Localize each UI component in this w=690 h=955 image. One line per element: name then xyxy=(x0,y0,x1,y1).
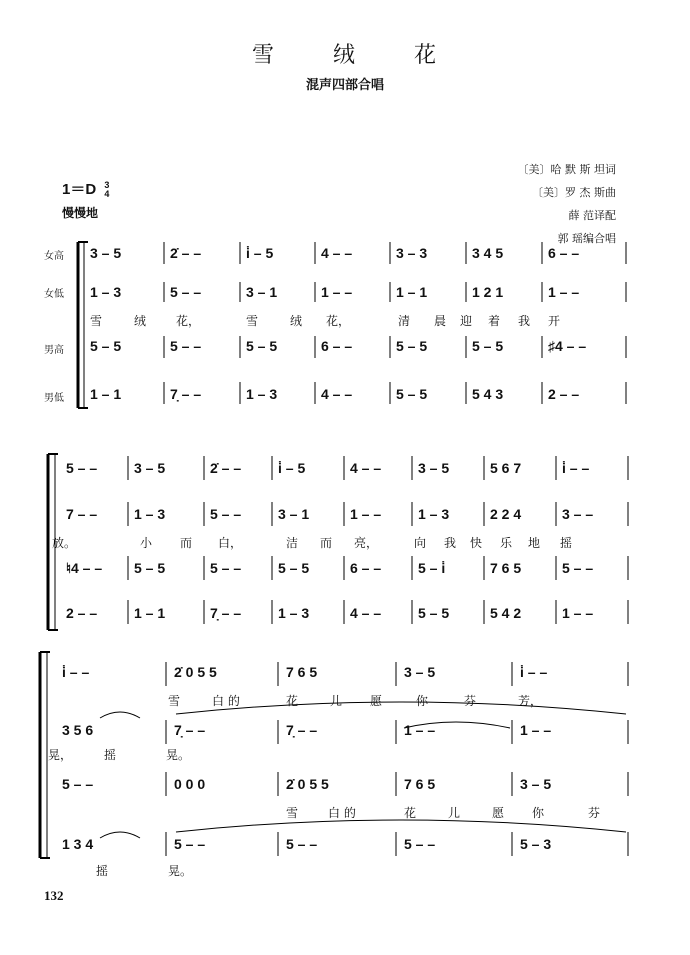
s3-tenor-measure-5: 3 – 5 xyxy=(520,776,552,792)
s2-lyric-5: 洁 xyxy=(286,536,299,550)
s2-bass-measure-3: 7̣ – – xyxy=(210,605,242,621)
s2-lyric-4: 白， xyxy=(218,536,243,550)
s2-alto-measure-8: 3 – – xyxy=(562,506,594,522)
s1-lyric-8: 晨 xyxy=(434,314,447,328)
s3-lyric-women-5: 愿 xyxy=(370,694,383,708)
s2-lyric-13: 摇 xyxy=(560,536,573,550)
s1-lyric-3: 花， xyxy=(176,314,201,328)
subtitle: 混声四部合唱 xyxy=(305,78,384,93)
s2-tenor-measure-4: 5 – 5 xyxy=(278,560,310,576)
s2-soprano-measure-2: 3 – 5 xyxy=(134,460,166,476)
s3-lyric-bass-1: 摇 xyxy=(96,864,109,878)
s2-bass-measure-5: 4 – – xyxy=(350,605,382,621)
s1-lyric-7: 清 xyxy=(398,314,411,328)
s2-lyric-9: 我 xyxy=(444,536,457,550)
s2-alto-measure-5: 1 – – xyxy=(350,506,382,522)
s2-bass-measure-6: 5 – 5 xyxy=(418,605,450,621)
s2-tenor-measure-6: 5 – i̇ xyxy=(418,560,446,576)
s1-soprano-measure-5: 3 – 3 xyxy=(396,245,428,261)
s1-tenor-measure-1: 5 – 5 xyxy=(90,338,122,354)
s3-bass-measure-1: 1 3 4 xyxy=(62,836,94,852)
s1-alto-measure-7: 1 – – xyxy=(548,284,580,300)
title-char-2: 绒 xyxy=(332,43,357,68)
s2-alto-measure-4: 3 – 1 xyxy=(278,506,310,522)
s2-soprano-measure-6: 3 – 5 xyxy=(418,460,450,476)
s1-soprano-measure-4: 4 – – xyxy=(321,245,353,261)
page-number: 132 xyxy=(44,888,64,903)
s3-tenor-measure-1: 5 – – xyxy=(62,776,94,792)
s2-soprano-measure-7: 5 6 7 xyxy=(490,460,522,476)
s1-soprano-measure-1: 3 – 5 xyxy=(90,245,122,261)
s1-lyric-4: 雪 xyxy=(246,314,259,328)
s3-alto-measure-2: 7̣ – – xyxy=(174,722,206,738)
s1-lyric-9: 迎 xyxy=(460,314,473,328)
s3-soprano-measure-2: 2̇ 0 5 5 xyxy=(174,664,217,680)
slur-bass-1 xyxy=(100,832,140,838)
s3-lyric-alto-2: 摇 xyxy=(104,748,117,762)
s2-alto-measure-1: 7 – – xyxy=(66,506,98,522)
credit-translation: 薛 范译配 xyxy=(568,209,616,222)
s3-lyric-men-3: 花 xyxy=(404,806,417,820)
s3-bass-measure-3: 5 – – xyxy=(286,836,318,852)
s1-alto-measure-5: 1 – 1 xyxy=(396,284,428,300)
s1-alto-measure-6: 1 2 1 xyxy=(472,284,504,300)
s3-lyric-alto-3: 晃。 xyxy=(166,748,191,762)
s3-lyric-men-2: 白 的 xyxy=(328,806,356,820)
s3-lyric-men-4: 儿 xyxy=(448,806,461,820)
s3-lyric-women-8: 芳， xyxy=(518,694,543,708)
s2-tenor-measure-5: 6 – – xyxy=(350,560,382,576)
s2-soprano-measure-5: 4 – – xyxy=(350,460,382,476)
s2-tenor-measure-1: ♮4 – – xyxy=(66,560,103,576)
title-char-3: 花 xyxy=(414,43,439,68)
s1-bass-measure-4: 4 – – xyxy=(321,386,353,402)
s1-tenor-measure-6: 5 – 5 xyxy=(472,338,504,354)
s1-lyric-10: 着 xyxy=(488,314,501,328)
s2-tenor-measure-7: 7 6 5 xyxy=(490,560,522,576)
s2-bass-measure-2: 1 – 1 xyxy=(134,605,166,621)
s1-bass-measure-6: 5 4 3 xyxy=(472,386,504,402)
s1-lyric-1: 雪 xyxy=(90,314,103,328)
credit-arrangement: 郭 瑶编合唱 xyxy=(557,232,616,245)
voice-label-alto: 女低 xyxy=(44,289,64,300)
s2-alto-measure-3: 5 – – xyxy=(210,506,242,522)
s1-tenor-measure-5: 5 – 5 xyxy=(396,338,428,354)
s3-lyric-women-2: 白 的 xyxy=(212,694,240,708)
s1-lyric-2: 绒 xyxy=(134,314,147,328)
s1-bass-measure-3: 1 – 3 xyxy=(246,386,278,402)
s1-soprano-measure-6: 3 4 5 xyxy=(472,245,504,261)
voice-label-soprano: 女高 xyxy=(44,251,64,262)
s2-lyric-2: 小 xyxy=(140,536,153,550)
s1-soprano-measure-3: i̇ – 5 xyxy=(246,245,274,261)
time-sig-top: 3 xyxy=(104,180,110,191)
s3-bass-measure-2: 5 – – xyxy=(174,836,206,852)
s3-bass-measure-5: 5 – 3 xyxy=(520,836,552,852)
s2-soprano-measure-3: 2̇ – – xyxy=(210,460,242,476)
s2-lyric-8: 向 xyxy=(414,536,427,550)
s1-soprano-measure-2: 2̇ – – xyxy=(170,245,202,261)
s3-alto-measure-4: 1 – – xyxy=(404,722,436,738)
tempo-marking: 慢慢地 xyxy=(62,206,99,220)
s3-lyric-men-7: 芬 xyxy=(588,806,601,820)
s3-soprano-measure-1: i̇ – – xyxy=(62,664,90,680)
s1-alto-measure-3: 3 – 1 xyxy=(246,284,278,300)
s3-lyric-women-7: 芬 xyxy=(464,694,477,708)
s1-tenor-measure-2: 5 – – xyxy=(170,338,202,354)
s3-soprano-measure-4: 3 – 5 xyxy=(404,664,436,680)
tie-bass-long xyxy=(176,820,626,832)
s2-bass-measure-4: 1 – 3 xyxy=(278,605,310,621)
s3-lyric-alto-1: 晃， xyxy=(48,748,73,762)
s2-alto-measure-2: 1 – 3 xyxy=(134,506,166,522)
s2-tenor-measure-2: 5 – 5 xyxy=(134,560,166,576)
s1-alto-measure-2: 5 – – xyxy=(170,284,202,300)
title-char-1: 雪 xyxy=(251,43,276,68)
s1-tenor-measure-3: 5 – 5 xyxy=(246,338,278,354)
s3-lyric-men-5: 愿 xyxy=(492,806,505,820)
voice-label-tenor: 男高 xyxy=(44,345,64,356)
s3-alto-measure-3: 7̣ – – xyxy=(286,722,318,738)
s3-lyric-men-6: 你 xyxy=(532,806,545,820)
credit-music: 〔美〕罗 杰 斯曲 xyxy=(532,186,616,199)
s3-bass-measure-4: 5 – – xyxy=(404,836,436,852)
s2-lyric-11: 乐 xyxy=(500,536,513,550)
s2-soprano-measure-1: 5 – – xyxy=(66,460,98,476)
slur-alto-1 xyxy=(100,712,140,718)
tie-alto-long xyxy=(176,702,626,714)
s1-lyric-11: 我 xyxy=(518,314,531,328)
s1-soprano-measure-7: 6 – – xyxy=(548,245,580,261)
s1-bass-measure-7: 2 – – xyxy=(548,386,580,402)
s1-tenor-measure-4: 6 – – xyxy=(321,338,353,354)
s1-bass-measure-2: 7̣ – – xyxy=(170,386,202,402)
s1-lyric-5: 绒 xyxy=(290,314,303,328)
s2-lyric-6: 而 xyxy=(320,536,333,550)
s1-alto-measure-4: 1 – – xyxy=(321,284,353,300)
s3-lyric-men-1: 雪 xyxy=(286,806,299,820)
s2-alto-measure-7: 2 2 4 xyxy=(490,506,522,522)
s1-lyric-12: 开 xyxy=(548,314,561,328)
s3-lyric-bass-2: 晃。 xyxy=(168,864,193,878)
s2-lyric-7: 亮， xyxy=(354,536,379,550)
s2-soprano-measure-4: i̇ – 5 xyxy=(278,460,306,476)
s2-bass-measure-7: 5 4 2 xyxy=(490,605,522,621)
s2-bass-measure-8: 1 – – xyxy=(562,605,594,621)
s3-lyric-women-1: 雪 xyxy=(168,694,181,708)
s2-lyric-12: 地 xyxy=(528,536,541,550)
s2-lyric-1: 放。 xyxy=(52,536,77,550)
s1-alto-measure-1: 1 – 3 xyxy=(90,284,122,300)
s2-tenor-measure-3: 5 – – xyxy=(210,560,242,576)
s2-lyric-10: 快 xyxy=(470,536,483,550)
time-sig-bottom: 4 xyxy=(104,189,110,200)
key-label: 1＝D xyxy=(62,181,97,198)
s2-tenor-measure-8: 5 – – xyxy=(562,560,594,576)
s3-soprano-measure-3: 7 6 5 xyxy=(286,664,318,680)
s1-tenor-measure-7: ♯4 – – xyxy=(548,338,587,354)
s3-tenor-measure-3: 2̇ 0 5 5 xyxy=(286,776,329,792)
s3-alto-measure-1: 3 5 6 xyxy=(62,722,94,738)
s3-alto-measure-5: 1 – – xyxy=(520,722,552,738)
s3-lyric-women-4: 儿 xyxy=(330,694,343,708)
s1-bass-measure-5: 5 – 5 xyxy=(396,386,428,402)
s2-bass-measure-1: 2 – – xyxy=(66,605,98,621)
s3-lyric-women-3: 花 xyxy=(286,694,299,708)
voice-label-bass: 男低 xyxy=(44,393,64,404)
s2-lyric-3: 而 xyxy=(180,536,193,550)
s2-alto-measure-6: 1 – 3 xyxy=(418,506,450,522)
s3-tenor-measure-2: 0 0 0 xyxy=(174,776,206,792)
s3-soprano-measure-5: i̇ – – xyxy=(520,664,548,680)
s3-lyric-women-6: 你 xyxy=(416,694,429,708)
s1-bass-measure-1: 1 – 1 xyxy=(90,386,122,402)
s3-tenor-measure-4: 7 6 5 xyxy=(404,776,436,792)
s2-soprano-measure-8: i̇ – – xyxy=(562,460,590,476)
s1-lyric-6: 花， xyxy=(326,314,351,328)
credit-lyrics: 〔美〕哈 默 斯 坦词 xyxy=(517,163,616,176)
